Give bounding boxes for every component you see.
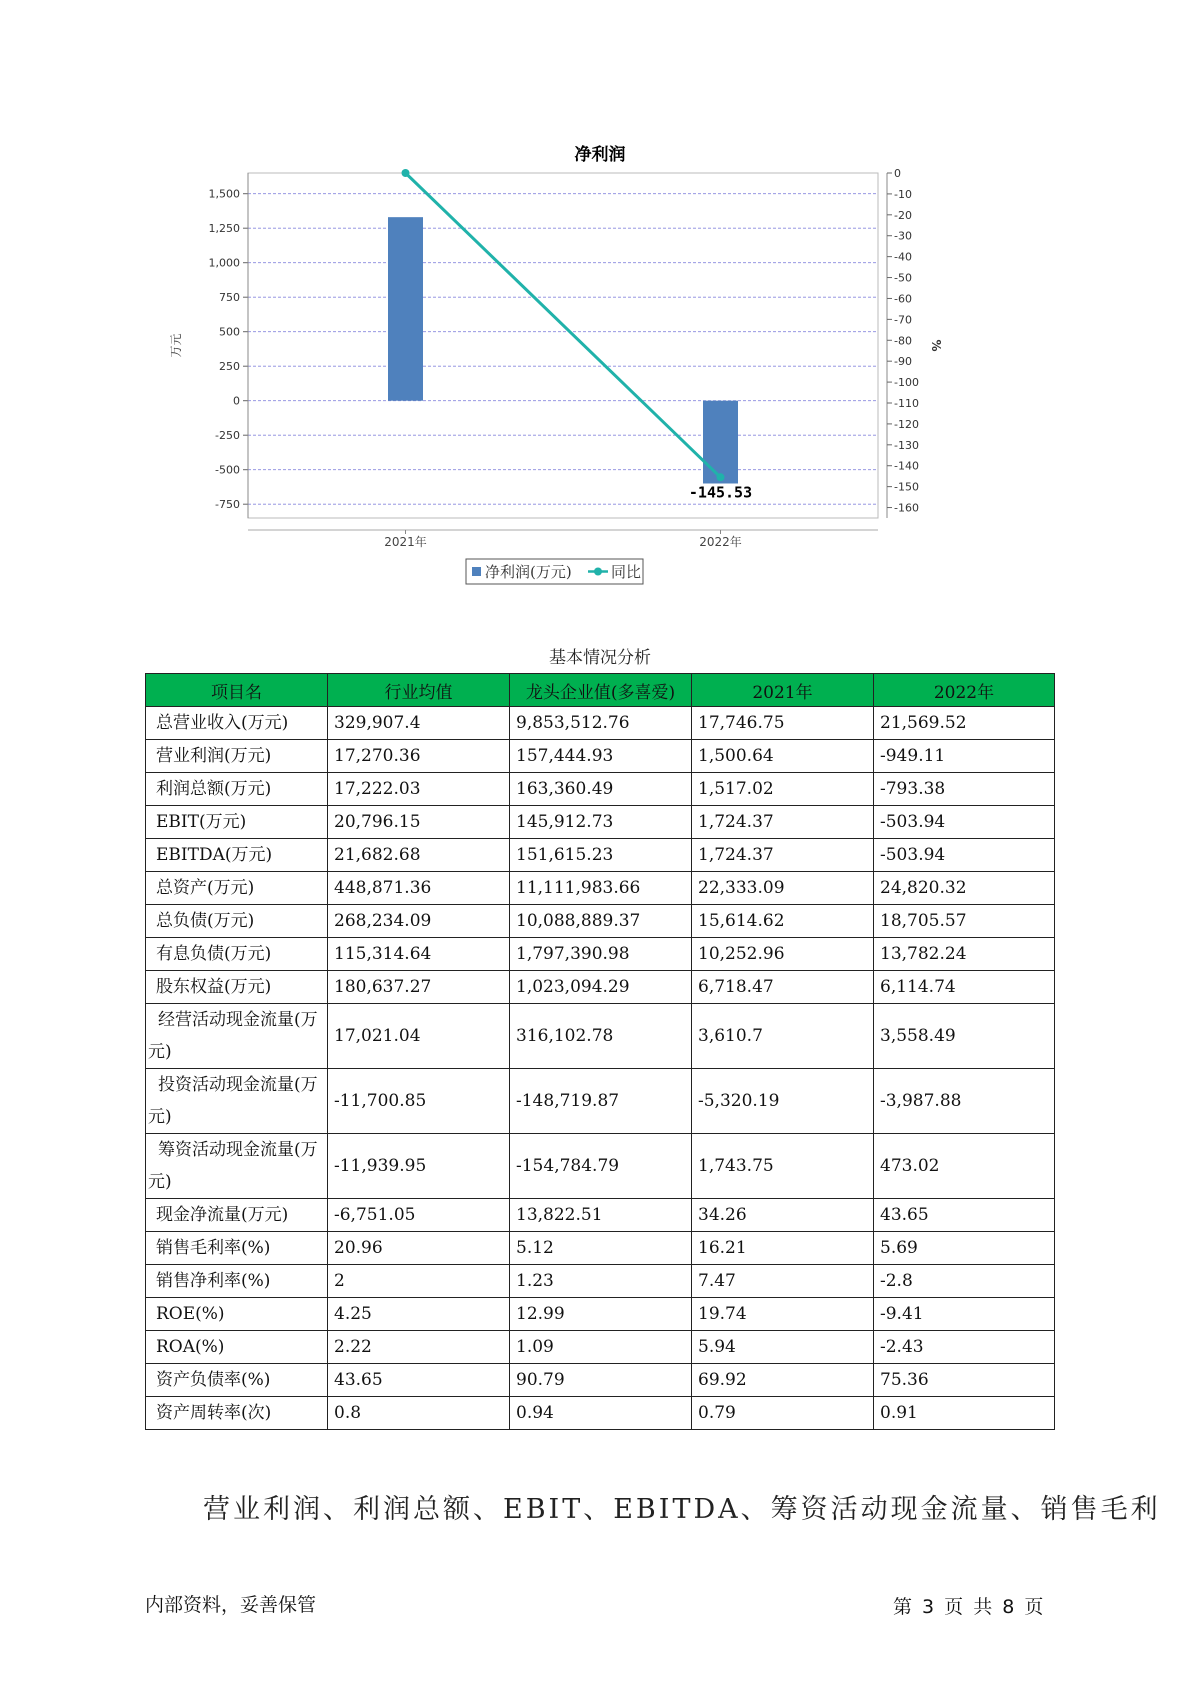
table-cell: 13,822.51 (510, 1199, 692, 1232)
table-cell: 0.8 (328, 1397, 510, 1430)
category-label: 2022年 (699, 535, 742, 549)
table-caption: 基本情况分析 (549, 648, 651, 668)
table-cell: -6,751.05 (328, 1199, 510, 1232)
right-axis-tick-label: -40 (894, 250, 912, 264)
table-row (146, 1232, 1055, 1265)
table-row (146, 1364, 1055, 1397)
table-cell: 16.21 (692, 1232, 874, 1265)
table-cell: 5.69 (874, 1232, 1055, 1265)
row-label: ROE(%) (146, 1298, 328, 1331)
table-cell: 90.79 (510, 1364, 692, 1397)
table-cell: 24,820.32 (874, 872, 1055, 905)
right-axis-tick-label: -30 (894, 229, 912, 243)
table-cell: -503.94 (874, 806, 1055, 839)
table-cell: 13,782.24 (874, 938, 1055, 971)
table-cell: 2 (328, 1265, 510, 1298)
table-cell: 1,500.64 (692, 740, 874, 773)
row-label: 总资产(万元) (146, 872, 328, 905)
table-cell: 1,517.02 (692, 773, 874, 806)
table-cell: 0.79 (692, 1397, 874, 1430)
left-axis-tick-label: 1,250 (208, 222, 240, 236)
row-label: 总营业收入(万元) (146, 707, 328, 740)
table-cell: 268,234.09 (328, 905, 510, 938)
chart-legend (466, 559, 643, 584)
row-label: 股东权益(万元) (146, 971, 328, 1004)
column-header: 2022年 (874, 674, 1055, 707)
table-row (146, 1199, 1055, 1232)
row-label: 有息负债(万元) (146, 938, 328, 971)
row-label: 经营活动现金流量(万元) (146, 1004, 328, 1069)
row-label: 筹资活动现金流量(万元) (146, 1134, 328, 1199)
right-axis-tick-label: -10 (894, 187, 912, 201)
table-cell: 163,360.49 (510, 773, 692, 806)
table-cell: -793.38 (874, 773, 1055, 806)
bar (388, 217, 423, 401)
table-cell: -949.11 (874, 740, 1055, 773)
left-axis-tick-label: -250 (215, 429, 240, 443)
row-label: 销售毛利率(%) (146, 1232, 328, 1265)
left-axis-tick-label: -750 (215, 498, 240, 512)
row-label: 资产负债率(%) (146, 1364, 328, 1397)
table-cell: 473.02 (874, 1134, 1055, 1199)
table-cell: 69.92 (692, 1364, 874, 1397)
table-cell: 157,444.93 (510, 740, 692, 773)
table-cell: 1,743.75 (692, 1134, 874, 1199)
table-cell: 1,797,390.98 (510, 938, 692, 971)
right-axis-tick-label: -70 (894, 313, 912, 327)
chart-gridlines (248, 173, 878, 518)
right-axis-tick-label: -50 (894, 271, 912, 285)
table-cell: 1.23 (510, 1265, 692, 1298)
right-axis-tick-label: -20 (894, 208, 912, 222)
column-header: 2021年 (692, 674, 874, 707)
table-row (146, 740, 1055, 773)
table-cell: 9,853,512.76 (510, 707, 692, 740)
table-cell: 448,871.36 (328, 872, 510, 905)
legend-line-marker (594, 568, 602, 576)
table-cell: 22,333.09 (692, 872, 874, 905)
table-cell: -2.8 (874, 1265, 1055, 1298)
table-cell: 15,614.62 (692, 905, 874, 938)
table-row (146, 1298, 1055, 1331)
table-cell: 18,705.57 (874, 905, 1055, 938)
table-cell: 17,270.36 (328, 740, 510, 773)
table-cell: -148,719.87 (510, 1069, 692, 1134)
left-axis-unit: 万元 (169, 333, 183, 358)
table-cell: 1,724.37 (692, 806, 874, 839)
table-cell: 10,252.96 (692, 938, 874, 971)
row-label: ROA(%) (146, 1331, 328, 1364)
data-label: -145.53 (688, 483, 753, 502)
bar (703, 401, 738, 484)
table-row (146, 1397, 1055, 1430)
column-header: 项目名 (146, 674, 328, 707)
table-cell: -3,987.88 (874, 1069, 1055, 1134)
table-row (146, 872, 1055, 905)
row-label: 利润总额(万元) (146, 773, 328, 806)
table-cell: 12.99 (510, 1298, 692, 1331)
footer-page-number: 第 3 页 共 8 页 (893, 1596, 1044, 1618)
right-axis-tick-label: -80 (894, 334, 912, 348)
left-axis-tick-label: 0 (233, 394, 240, 408)
table-cell: 115,314.64 (328, 938, 510, 971)
table-cell: -503.94 (874, 839, 1055, 872)
row-label: 销售净利率(%) (146, 1265, 328, 1298)
table-cell: 11,111,983.66 (510, 872, 692, 905)
table-cell: 5.12 (510, 1232, 692, 1265)
right-axis-tick-label: -110 (894, 397, 919, 410)
table-cell: 1.09 (510, 1331, 692, 1364)
table-cell: 329,907.4 (328, 707, 510, 740)
table-cell: -11,939.95 (328, 1134, 510, 1199)
left-axis-tick-label: 750 (219, 291, 240, 305)
row-label: EBIT(万元) (146, 806, 328, 839)
right-axis-tick-label: -90 (894, 355, 912, 369)
table-cell: 5.94 (692, 1331, 874, 1364)
right-axis-tick-label: -120 (894, 417, 919, 431)
right-axis-unit: % (929, 339, 943, 352)
table-cell: 75.36 (874, 1364, 1055, 1397)
table-cell: 1,023,094.29 (510, 971, 692, 1004)
table-cell: 43.65 (328, 1364, 510, 1397)
row-label: 总负债(万元) (146, 905, 328, 938)
table-row (146, 1265, 1055, 1298)
table-row (146, 1004, 1055, 1069)
table-body (146, 707, 1055, 1430)
table-row (146, 1331, 1055, 1364)
category-label: 2021年 (384, 535, 427, 549)
table-row (146, 773, 1055, 806)
row-label: 现金净流量(万元) (146, 1199, 328, 1232)
table-cell: 20.96 (328, 1232, 510, 1265)
table-row (146, 707, 1055, 740)
table-cell: 1,724.37 (692, 839, 874, 872)
legend-bar-swatch (472, 567, 481, 576)
table-cell: 17,222.03 (328, 773, 510, 806)
left-axis-tick-label: -500 (215, 463, 240, 477)
table-header-row (146, 674, 1055, 707)
right-axis-tick-label: -150 (894, 480, 919, 494)
table-cell: 0.94 (510, 1397, 692, 1430)
net-profit-chart (150, 130, 1010, 600)
table-cell: 20,796.15 (328, 806, 510, 839)
table-cell: 10,088,889.37 (510, 905, 692, 938)
legend-label-line: 同比 (611, 563, 642, 581)
row-label: 营业利润(万元) (146, 740, 328, 773)
table-cell: 4.25 (328, 1298, 510, 1331)
left-axis-tick-label: 1,500 (208, 187, 240, 201)
table-cell: -11,700.85 (328, 1069, 510, 1134)
table-row (146, 971, 1055, 1004)
right-axis-tick-label: -60 (894, 292, 912, 306)
body-paragraph: 营业利润、利润总额、EBIT、EBITDA、筹资活动现金流量、销售毛利 (203, 1494, 1161, 1525)
table-row (146, 839, 1055, 872)
right-axis-tick-label: -140 (894, 459, 919, 473)
table-cell: 145,912.73 (510, 806, 692, 839)
table-cell: 34.26 (692, 1199, 874, 1232)
table-cell: -9.41 (874, 1298, 1055, 1331)
column-header: 龙头企业值(多喜爱) (510, 674, 692, 707)
right-axis-tick-label: -100 (894, 376, 919, 390)
table-cell: 3,558.49 (874, 1004, 1055, 1069)
table-cell: 2.22 (328, 1331, 510, 1364)
table-cell: -154,784.79 (510, 1134, 692, 1199)
table-cell: 151,615.23 (510, 839, 692, 872)
yoy-point (402, 169, 410, 177)
chart-title: 净利润 (574, 145, 626, 165)
left-axis-tick-label: 500 (219, 325, 240, 339)
table-cell: 43.65 (874, 1199, 1055, 1232)
row-label: 资产周转率(次) (146, 1397, 328, 1430)
right-axis-tick-label: -130 (894, 438, 919, 452)
left-axis-tick-label: 250 (219, 360, 240, 374)
row-label: EBITDA(万元) (146, 839, 328, 872)
table-cell: 0.91 (874, 1397, 1055, 1430)
chart-line (402, 169, 725, 481)
table-row (146, 1134, 1055, 1199)
yoy-point (717, 473, 725, 481)
table-row (146, 1069, 1055, 1134)
table-cell: 17,746.75 (692, 707, 874, 740)
table-cell: 316,102.78 (510, 1004, 692, 1069)
row-label: 投资活动现金流量(万元) (146, 1069, 328, 1134)
yoy-line (406, 173, 721, 477)
table-row (146, 905, 1055, 938)
table-cell: 21,569.52 (874, 707, 1055, 740)
table-cell: 6,114.74 (874, 971, 1055, 1004)
table-row (146, 938, 1055, 971)
table-cell: 3,610.7 (692, 1004, 874, 1069)
table-cell: 6,718.47 (692, 971, 874, 1004)
left-axis-tick-label: 1,000 (208, 256, 240, 270)
table-cell: -2.43 (874, 1331, 1055, 1364)
table-cell: 19.74 (692, 1298, 874, 1331)
column-header: 行业均值 (328, 674, 510, 707)
chart-axes (169, 167, 943, 549)
table-row (146, 806, 1055, 839)
chart-labels (689, 483, 752, 501)
legend-label-bar: 净利润(万元) (485, 563, 572, 581)
table-cell: -5,320.19 (692, 1069, 874, 1134)
table-cell: 180,637.27 (328, 971, 510, 1004)
table-cell: 17,021.04 (328, 1004, 510, 1069)
table-cell: 7.47 (692, 1265, 874, 1298)
table-cell: 21,682.68 (328, 839, 510, 872)
right-axis-tick-label: 0 (894, 167, 901, 180)
basic-analysis-table (145, 673, 1055, 1430)
footer-confidential-note: 内部资料，妥善保管 (145, 1594, 317, 1616)
plot-area-border (248, 173, 878, 518)
right-axis-tick-label: -160 (894, 501, 919, 515)
